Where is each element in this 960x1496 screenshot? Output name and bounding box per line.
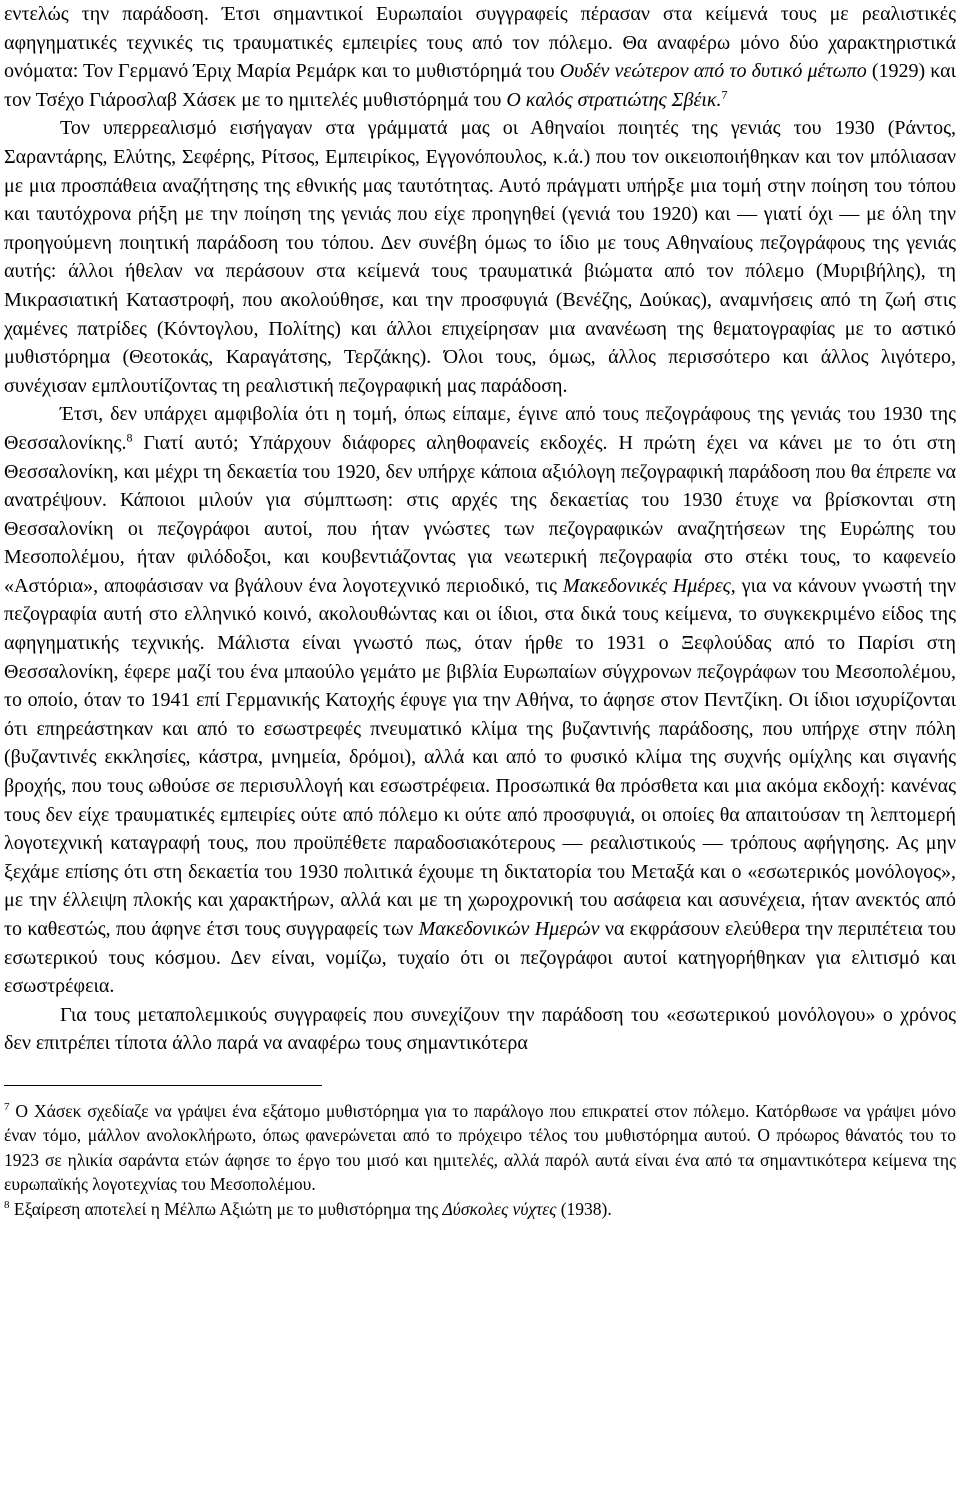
main-text bbox=[4, 0, 956, 1058]
footnote-7 bbox=[4, 1099, 956, 1197]
footnote-8-mark: 8 bbox=[4, 1198, 10, 1211]
footnote-ref-7[interactable]: 7 bbox=[721, 87, 728, 102]
paragraph-1-text-b: (1929) και τον Τσέχο Γιάροσλαβ Χάσεκ με το ημιτελές μυθιστόρημά του bbox=[4, 60, 956, 111]
footnotes bbox=[4, 1099, 956, 1221]
footnote-8-text-a: Εξαίρεση αποτελεί η Μέλπω Αξιώτη με το μυθιστόρημα της bbox=[9, 1198, 443, 1219]
paragraph-1-text-a: εντελώς την παράδοση. Έτσι σημαντικοί Ευρωπαίοι συγγραφείς πέρασαν στα κείμενά τους με ρεαλιστικές αφηγηματικές τεχνικές τις τραυματικές εμπειρίες τους από τον πόλεμο. Θα αναφέρω μόνο δύο χαρακτηριστικά ονόματα: Τον Γερμανό Έριχ Μαρία Ρεμάρκ και το μυθιστόρημά του bbox=[4, 3, 956, 83]
footnote-8-text-b: (1938). bbox=[556, 1198, 612, 1219]
document-page bbox=[4, 0, 956, 1221]
footnote-8 bbox=[4, 1197, 956, 1221]
journal-title-makedonikes-imeres: Μακεδονικές Ημέρες bbox=[562, 574, 731, 597]
paragraph-3-text-b: Γιατί αυτό; Υπάρχουν διάφορες αληθοφανείς εκδοχές. Η πρώτη έχει να κάνει με το ότι στη Θεσσαλονίκη, και μέχρι τη δεκαετία του 1920, δεν υπήρχε κάποια αξιόλογη πεζογραφική παράδοση που θα έπρεπε να ανατρέψουν. Κάποιοι μιλούν για σύμπτωση: στις αρχές της δεκαετίας του 1930 έτυχε να βρίσκονται στη Θεσσαλονίκη οι πεζογράφοι αυτοί, που ήταν γνώστες των πεζογραφικών αναζητήσεων της Ευρώπης του Μεσοπολέμου, ήταν φιλόδοξοι, και κουβεντιάζοντας για νεωτερική πεζογραφία στο στέκι τους, το καφενείο «Αστόρια», αποφάσισαν να βγάλουν ένα λογοτεχνικό περιοδικό, τις bbox=[4, 431, 956, 597]
paragraph-3-text-c: , για να κάνουν γνωστή την πεζογραφία αυτή στο ελληνικό κοινό, ακολουθώντας και οι ίδιοι, στα δικά τους κείμενα, το συγκεκριμένο είδος της αφηγηματικής τεχνικής. Μάλιστα είναι γνωστό πως, όταν ήρθε το 1931 ο Ξεφλούδας από το Παρίσι στη Θεσσαλονίκη, έφερε μαζί του ένα μπαούλο γεμάτο με βιβλία Ευρωπαίων σύγχρονων πεζογράφων του Μεσοπολέμου, το οποίο, όταν το 1941 επί Γερμανικής Κατοχής έφυγε για την Αθήνα, το άφησε στον Πεντζίκη. Οι ίδιοι ισχυρίζονται ότι επηρεάστηκαν και από το εσωστρεφές πνευματικό κλίμα της βυζαντινής παράδοσης, που υπήρχε στην πόλη (βυζαντινές εκκλησίες, κάστρα, μνημεία, δρόμοι), αλλά και από το φυσικό κλίμα της συχνής ομίχλης και σιγανής βροχής, που τους ωθούσε σε περισυλλογή και εσωστρέφεια. Προσωπικά θα πρόσθετα και μια ακόμα εκδοχή: κανένας τους δεν είχε τραυματικές εμπειρίες ούτε από πόλεμο κι ούτε από προσφυγιά, οι οποίες θα απαιτούσαν τη λεπτομερή λογοτεχνική καταγραφή τους, που προϋπέθετε παραδοσιακότερους — ρεαλιστικούς — τρόπους αφήγησης. Ας μην ξεχάμε επίσης ότι στη δεκαετία του 1930 πολιτικά έχουμε τη δικτατορία του Μεταξά και ο «εσωτερικός μονόλογος», με την έλλειψη πλοκής και χαρακτήρων, αλλά και με τη χωροχρονική του ασάφεια και ασυνέχεια, ήταν ανεκτός από το καθεστώς, που άφηνε έτσι τους συγγραφείς των bbox=[4, 574, 956, 940]
paragraph-3 bbox=[4, 400, 956, 1000]
footnote-ref-8[interactable]: 8 bbox=[126, 430, 133, 445]
novel-title-axioti: Δύσκολες νύχτες bbox=[442, 1198, 557, 1219]
journal-title-makedonikon-imeron: Μακεδονικών Ημερών bbox=[418, 918, 600, 940]
footnote-separator bbox=[4, 1085, 322, 1086]
footnote-7-text: Ο Χάσεκ σχεδίαζε να γράψει ένα εξάτομο μυθιστόρημα για το παράλογο που επικρατεί στον πόλεμο. Κατόρθωσε να γράψει μόνο έναν τόμο, μάλλον ανολοκλήρωτο, όπως φανερώνεται από το πρόχειρο τέλος του μυθιστόρημα αυτού. Ο πρόωρος θάνατός του το 1923 σε ηλικία σαράντα ετών άφησε το έργο του μισό και ημιτελές, αλλά παρόλ αυτά είναι ένα από τα σημαντικότερα κείμενα της ευρωπαϊκής λογοτεχνίας του Μεσοπολέμου. bbox=[4, 1100, 956, 1195]
paragraph-3-text-a: Έτσι, δεν υπάρχει αμφιβολία ότι η τομή, όπως είπαμε, έγινε από τους πεζογράφους της γενιάς του 1930 της Θεσσαλονίκης. bbox=[4, 403, 956, 454]
paragraph-4: Για τους μεταπολεμικούς συγγραφείς που συνεχίζουν την παράδοση του «εσωτερικού μονόλογου» ο χρόνος δεν επιτρέπει τίποτα άλλο παρά να αναφέρω τους σημαντικότερα bbox=[4, 1003, 956, 1055]
novel-title-remarque: Ουδέν νεώτερον από το δυτικό μέτωπο bbox=[559, 60, 867, 83]
paragraph-2: Τον υπερρεαλισμό εισήγαγαν στα γράμματά μας οι Αθηναίοι ποιητές της γενιάς του 1930 (Ράντος, Σαραντάρης, Ελύτης, Σεφέρης, Ρίτσος, Εμπειρίκος, Εγγονόπουλος, κ.ά.) που τον οικειοποιήθηκαν και τον μπόλιασαν με μια προσπάθεια αναζήτησης της εθνικής μας ταυτότητας. Αυτό πράγματι υπήρξε μια τομή στην ποίηση του τόπου και ταυτόχρονα ρήξη με την ποίηση της γενιάς που είχε προηγηθεί (γενιά του 1920) και — γιατί όχι — με όλη την προηγούμενη ποιητική παράδοση του τόπου. Δεν συνέβη όμως το ίδιο με τους Αθηναίους πεζογράφους της γενιάς αυτής: άλλοι ήθελαν να περάσουν στα κείμενά τους τραυματικά βιώματα από τον πόλεμο (Μυριβήλης), τη Μικρασιατική Καταστροφή, που ακολούθησε, και την προσφυγιά (Βενέζης, Δούκας), αναμνήσεις από τη ζωή στις χαμένες πατρίδες (Κόντογλου, Πολίτης) και άλλοι επιχείρησαν μια ανανέωση της θεματογραφίας με το αστικό μυθιστόρημα (Θεοτοκάς, Καραγάτσης, Τερζάκης). Όλοι τους, όμως, άλλος περισσότερο και άλλος λιγότερο, συνέχισαν εμπλουτίζοντας τη ρεαλιστική πεζογραφική μας παράδοση. bbox=[4, 117, 956, 397]
paragraph-3-text-d: να εκφράσουν ελεύθερα την περιπέτεια του εσωτερικού τους κόσμου. Δεν είναι, νομίζω, τυχαίο ότι οι πεζογράφοι αυτοί κατηγορήθηκαν για ελιτισμό και εσωστρέφεια. bbox=[4, 918, 956, 998]
novel-title-hasek: Ο καλός στρατιώτης Σβέικ. bbox=[506, 88, 722, 111]
paragraph-1 bbox=[4, 0, 956, 114]
footnote-7-mark: 7 bbox=[4, 1101, 10, 1114]
